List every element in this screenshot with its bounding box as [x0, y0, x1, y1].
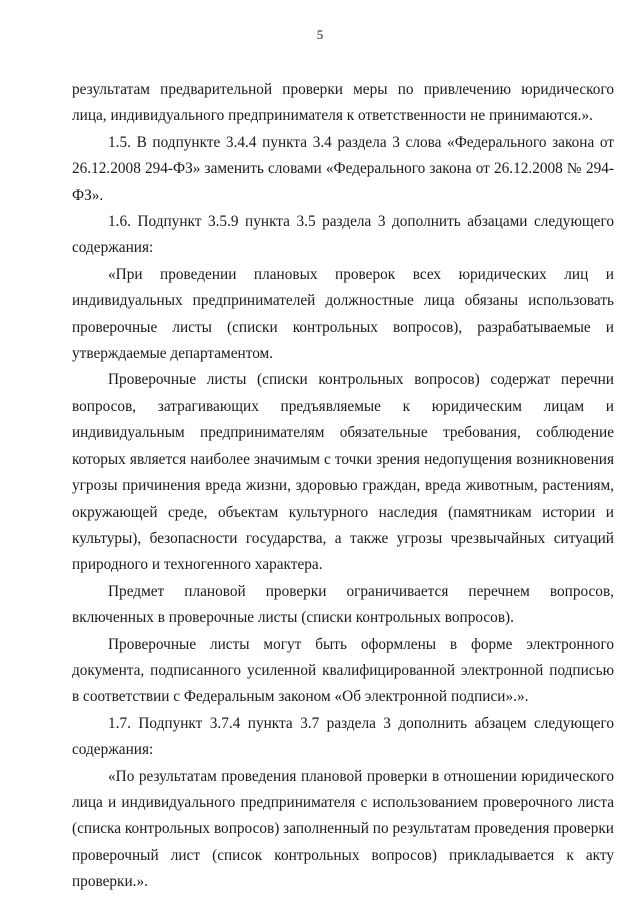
paragraph-1-7: 1.7. Подпункт 3.7.4 пункта 3.7 раздела 3 дополнить абзацем следующего содержания: [72, 714, 614, 759]
paragraph-planned-inspections: «При проведении плановых проверок всех юридических лиц и индивидуальных предпринимателей должностные лица обязаны использовать проверочные листы (списки контрольных вопросов), разрабатываемые и утверждаемые департаментом. [72, 265, 614, 363]
paragraph-inspection-results: «По результатам проведения плановой проверки в отношении юридического лица и индивидуального предпринимателя с использованием проверочного листа (списка контрольных вопросов) заполненный по результатам проведения проверки проверочный лист (список контрольных вопросов) прикладывается к акту проверки.». [72, 767, 614, 891]
paragraph-electronic-document: Проверочные листы могут быть оформлены в форме электронного документа, подписанного усиленной квалифицированной электронной подписью в соответствии с Федеральным законом «Об электронной подписи».». [72, 635, 614, 706]
document-body [72, 77, 614, 896]
page-number: 5 [316, 27, 324, 42]
paragraph-inspection-subject: Предмет плановой проверки ограничивается перечнем вопросов, включенных в проверочные листы (списки контрольных вопросов). [72, 582, 614, 627]
paragraph-continuation: результатам предварительной проверки меры по привлечению юридического лица, индивидуального предпринимателя к ответственности не принимаются.». [72, 81, 614, 125]
paragraph-checklists-content: Проверочные листы (списки контрольных вопросов) содержат перечни вопросов, затрагивающих предъявляемые к юридическим лицам и индивидуальным предпринимателям обязательные требования, соблюдение которых является наиболее значимым с точки зрения недопущения возникновения угрозы причинения вреда жизни, здоровью граждан, вреда животным, растениям, окружающей среде, объектам культурного наследия (памятникам истории и культуры), безопасности государства, а также угрозы чрезвычайных ситуаций природного и техногенного характера. [72, 371, 614, 574]
paragraph-1-6: 1.6. Подпункт 3.5.9 пункта 3.5 раздела 3 дополнить абзацами следующего содержания: [72, 213, 614, 257]
paragraph-1-5: 1.5. В подпункте 3.4.4 пункта 3.4 раздела 3 слова «Федерального закона от 26.12.2008 294-ФЗ» заменить словами «Федерального закона от 26.12.2008 № 294-ФЗ». [72, 133, 614, 204]
